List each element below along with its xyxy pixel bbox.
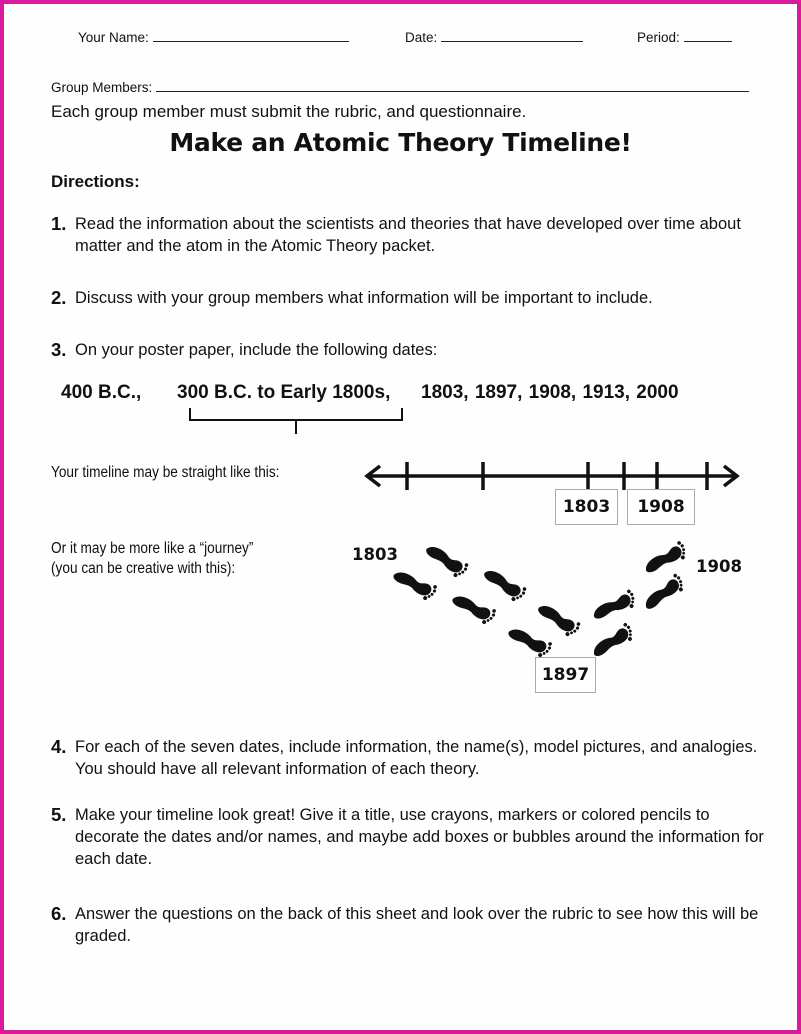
journey-start-date: 1803 [352, 545, 398, 564]
date-label: Date: [405, 30, 438, 45]
journey-end-date: 1908 [696, 557, 742, 576]
name-label: Your Name: [78, 30, 149, 45]
name-field[interactable] [78, 27, 349, 45]
step-4 [51, 736, 771, 780]
group-members-blank[interactable] [156, 77, 749, 92]
timeline-box-1803: 1803 [555, 489, 618, 525]
date-list: 1803, 1897, 1908, 1913, 2000 [421, 382, 679, 403]
directions-heading: Directions: [51, 172, 140, 191]
period-blank[interactable] [684, 27, 732, 42]
step-1 [51, 213, 771, 257]
step-2 [51, 287, 771, 309]
step-text: Read the information about the scientists and theories that have developed over time about matter and the atom in the Atomic Theory packet. [75, 215, 741, 255]
step-text: On your poster paper, include the following dates: [75, 341, 438, 359]
step-number: 1. [51, 213, 67, 234]
step-3 [51, 339, 771, 361]
straight-timeline-icon [362, 458, 744, 492]
journey-label-2: (you can be creative with this): [51, 560, 236, 577]
straight-timeline-label: Your timeline may be straight like this: [51, 464, 280, 481]
step-text: Make your timeline look great! Give it a title, use crayons, markers or colored pencils to decorate the dates and/or names, and maybe add boxes or bubbles around the information for each date. [75, 806, 764, 868]
group-members-label: Group Members: [51, 80, 153, 95]
step-5 [51, 804, 771, 870]
step-text: For each of the seven dates, include information, the name(s), model pictures, and analogies. You should have all relevant information of each theory. [75, 738, 758, 778]
period-field[interactable] [637, 27, 732, 45]
date-blank[interactable] [441, 27, 583, 42]
group-members-field[interactable] [51, 77, 749, 95]
brace-icon [185, 406, 410, 438]
period-label: Period: [637, 30, 680, 45]
date-field[interactable] [405, 27, 583, 45]
step-text: Discuss with your group members what information will be important to include. [75, 289, 653, 307]
submit-note: Each group member must submit the rubric, and questionnaire. [51, 102, 527, 121]
step-number: 2. [51, 287, 67, 308]
step-number: 4. [51, 736, 67, 757]
date-400bc: 400 B.C., [61, 382, 142, 403]
step-number: 5. [51, 804, 67, 825]
date-range: 300 B.C. to Early 1800s, [177, 382, 391, 403]
journey-label-1: Or it may be more like a “journey” [51, 540, 254, 557]
name-blank[interactable] [153, 27, 349, 42]
step-number: 6. [51, 903, 67, 924]
step-text: Answer the questions on the back of this sheet and look over the rubric to see how this will be graded. [75, 905, 759, 945]
page-title: Make an Atomic Theory Timeline! [169, 128, 632, 157]
journey-box-1897: 1897 [535, 657, 596, 693]
step-number: 3. [51, 339, 67, 360]
step-6 [51, 903, 771, 947]
timeline-box-1908: 1908 [627, 489, 695, 525]
footprints-icon [340, 530, 760, 660]
